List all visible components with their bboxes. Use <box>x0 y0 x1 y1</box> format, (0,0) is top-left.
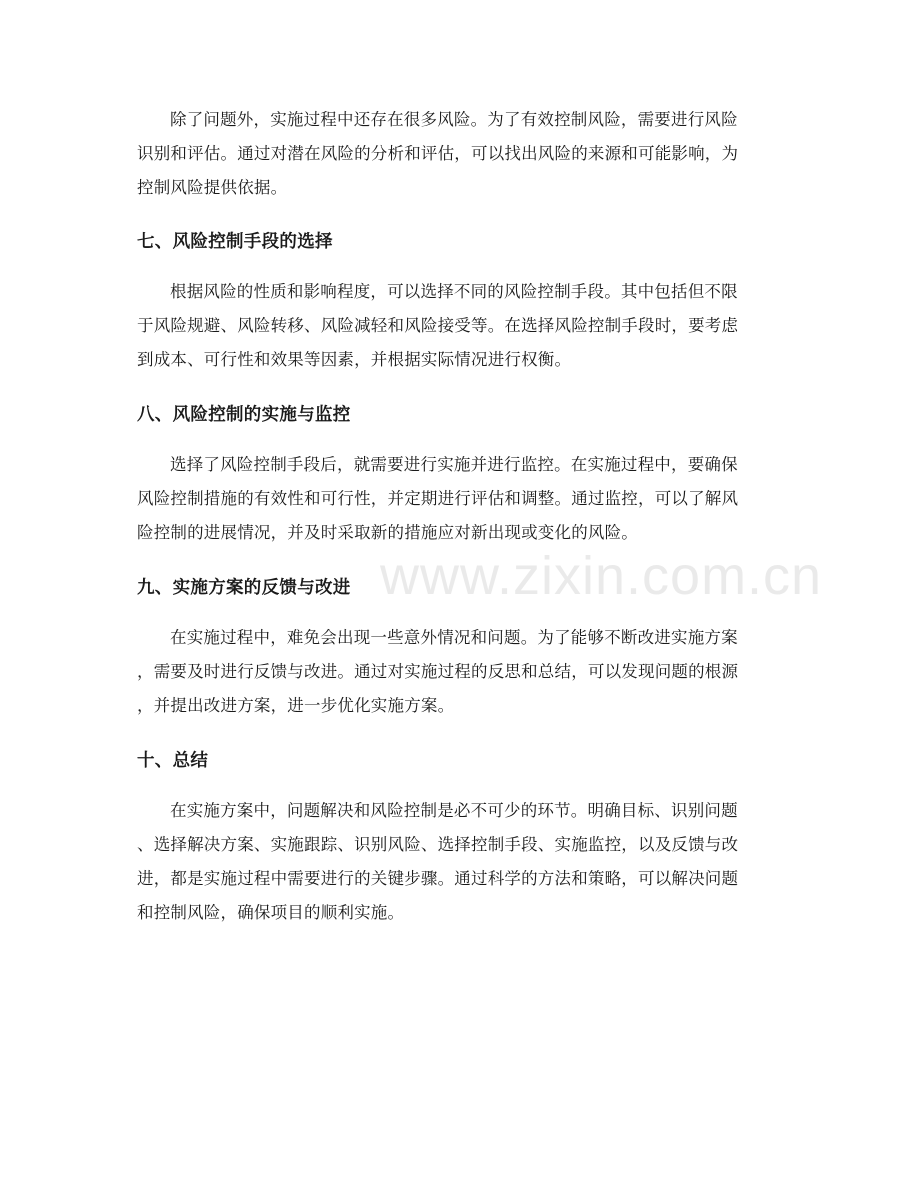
section-heading-8: 八、风险控制的实施与监控 <box>137 405 351 425</box>
paragraph-line: 、选择解决方案、实施跟踪、识别风险、选择控制手段、实施监控，以及反馈与改 <box>137 835 739 854</box>
section-paragraph-10 <box>137 794 785 930</box>
section-heading-7: 七、风险控制手段的选择 <box>137 232 333 252</box>
paragraph-line: 风险控制措施的有效性和可行性，并定期进行评估和调整。通过监控，可以了解风 <box>137 489 739 508</box>
paragraph-line: 在实施过程中，难免会出现一些意外情况和问题。为了能够不断改进实施方案 <box>170 628 738 647</box>
watermark: www.zixin.com.cn <box>380 546 823 606</box>
section-paragraph-9 <box>137 621 785 723</box>
section-paragraph-8 <box>137 448 785 550</box>
section-paragraph-7 <box>137 275 785 377</box>
paragraph-line: 于风险规避、风险转移、风险减轻和风险接受等。在选择风险控制手段时，要考虑 <box>137 316 739 335</box>
paragraph-line: 除了问题外，实施过程中还存在很多风险。为了有效控制风险，需要进行风险 <box>170 110 738 129</box>
paragraph-line: ，并提出改进方案，进一步优化实施方案。 <box>137 696 455 715</box>
paragraph-line: 在实施方案中，问题解决和风险控制是必不可少的环节。明确目标、识别问题 <box>170 801 738 820</box>
paragraph-line: 识别和评估。通过对潜在风险的分析和评估，可以找出风险的来源和可能影响，为 <box>137 144 739 163</box>
section-heading-10: 十、总结 <box>137 751 209 771</box>
paragraph-line: 进，都是实施过程中需要进行的关键步骤。通过科学的方法和策略，可以解决问题 <box>137 869 739 888</box>
paragraph-line: 和控制风险，确保项目的顺利实施。 <box>137 903 405 922</box>
paragraph-line: 险控制的进展情况，并及时采取新的措施应对新出现或变化的风险。 <box>137 523 638 542</box>
paragraph-line: 控制风险提供依据。 <box>137 178 288 197</box>
section-heading-9: 九、实施方案的反馈与改进 <box>137 578 351 598</box>
paragraph-line: 选择了风险控制手段后，就需要进行实施并进行监控。在实施过程中，要确保 <box>170 455 738 474</box>
paragraph-line: 根据风险的性质和影响程度，可以选择不同的风险控制手段。其中包括但不限 <box>170 282 738 301</box>
intro-paragraph <box>137 103 785 205</box>
paragraph-line: ，需要及时进行反馈与改进。通过对实施过程的反思和总结，可以发现问题的根源 <box>137 662 739 681</box>
paragraph-line: 到成本、可行性和效果等因素，并根据实际情况进行权衡。 <box>137 350 572 369</box>
